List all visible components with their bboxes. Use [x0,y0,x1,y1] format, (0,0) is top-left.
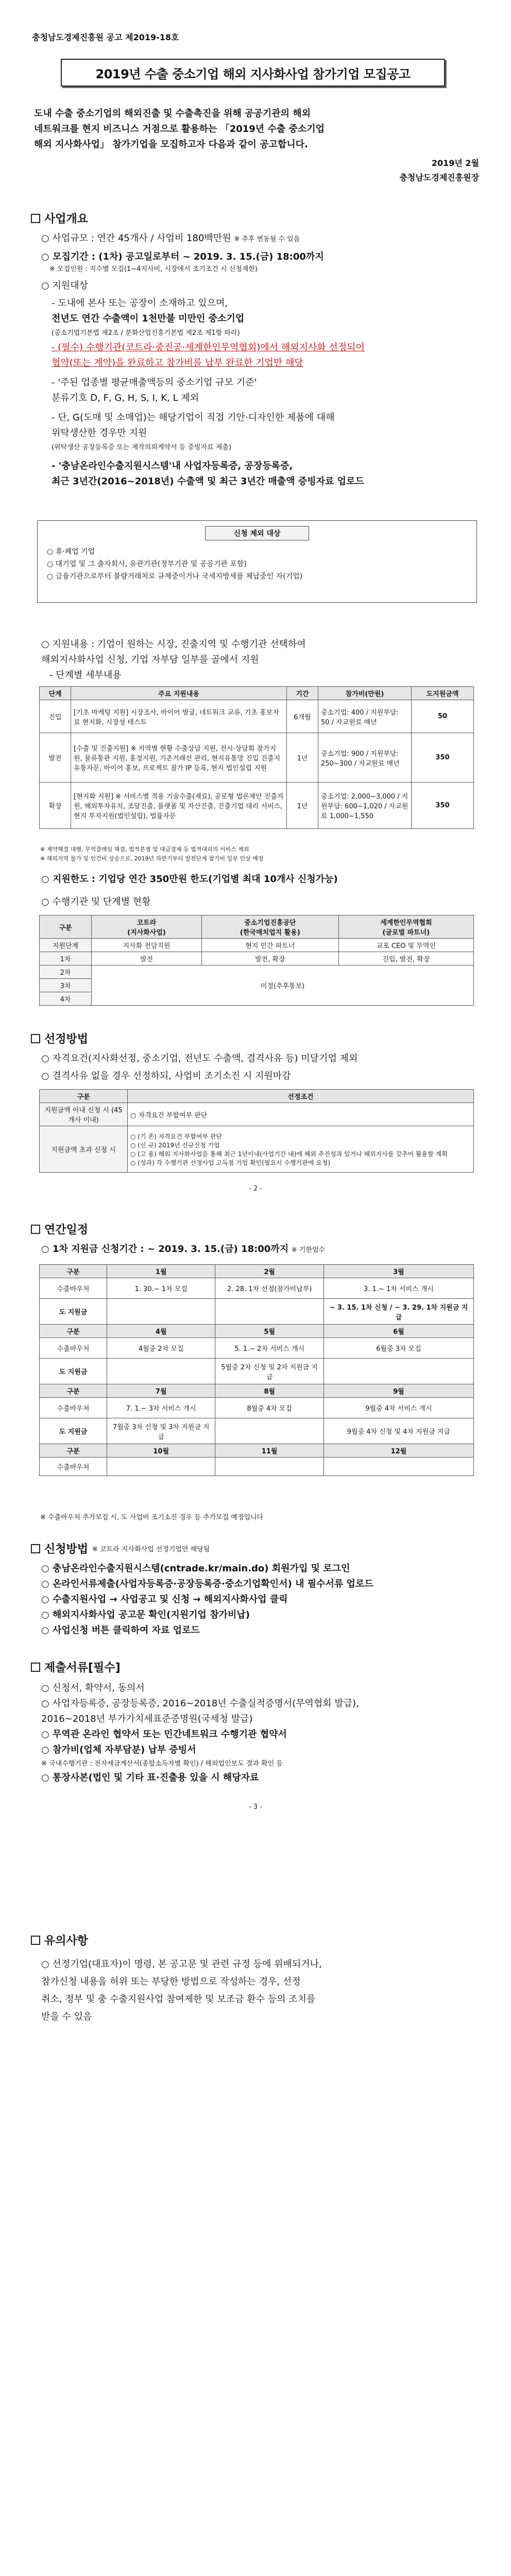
table-cell: ~ 3. 15. 1차 신청 / ~ 3. 29. 1차 지원금 지급 [323,1299,473,1325]
table-cell: [현지화 지원] ※ 서비스별 적용 기술수출(재료), 공로형 법론제안 진출지원, 해외투자유치, 조달진출, 플랫폼 및 자산진출, 진출기업 대리 서비스, 현지 투자지원(법인설립), 법률자문 [71,783,287,829]
table-cell: 구분 [40,1444,107,1458]
table-row [40,1418,474,1444]
scale-item [41,231,300,247]
table-cell [323,1458,473,1476]
notice-number: 충청남도경제진흥원 공고 제2019-18호 [32,32,179,42]
table-cell: 지원금액 이내 신청 시 (45개사 이내) [40,1103,128,1126]
stage-note: ※ 제약해결 대행, 무역클레임 해결, 법적분쟁 및 대금결제 등 법적대리의 서비스 제외 [40,846,249,853]
support-sub: - 단계별 세부내용 [49,670,122,681]
table-row [40,700,474,733]
table-cell: 5. 1.~ 2차 서비스 개시 [215,1338,323,1359]
table-header: 세계한인무역협회 (글로벌 파트너) [338,916,473,939]
section-schedule-heading [31,1221,88,1237]
table-cell: 350 [412,733,474,783]
table-row [40,1458,474,1476]
notice-line: 참가신청 내용을 허위 또는 부당한 방법으로 작성하는 경우, 선정 [41,1976,301,1987]
elig-line-required: 협약(또는 계약)을 완료하고 참가비를 납부 완료한 기업만 해당 [52,358,303,368]
title-text: 2019년 수출 중소기업 해외 지사화사업 참가기업 모집공고 [95,66,411,81]
table-header: 구분 [40,916,92,939]
table-cell: 2월 [215,1265,323,1278]
table-cell: 7월중 3차 신청 및 3차 지원금 지급 [107,1418,215,1444]
table-cell: 발전 [40,733,71,783]
table-cell: 6개월 [287,700,318,733]
table-cell: 진입, 발전, 확장 [338,952,473,965]
table-header: 중소기업진흥공단 (한국매치업지 활용) [202,916,339,939]
table-cell: 50 [412,700,474,733]
exclusion-item: ○ 대기업 및 그 출자회사, 유관기관(정부기관 및 공공기관 포함) [47,560,247,568]
document-item: 2016~2018년 부가가치세표준증명원(국세청 발급) [41,1714,253,1724]
table-cell: ○ (기 존) 자격요건 부합여부 판단 ○ (신 규) 2019년 신규신청 기업 ○ (고 용) 해외 지사화사업을 통해 최근 1년이내(사업기간 내)에 해외 추진성과 있거나 해외지사를 갖추어 활용할 계획 ○ (성과) 각 수행기관 선정사업 고득점 기업 확인(필요시 수행기관에 요청) [128,1126,474,1173]
section-overview-heading [31,210,88,226]
period-note: ※ 모집인원 : 지수별 모집(1~4지사비, 시장에서 조기조건 시 신청제한) [49,265,258,273]
table-row [40,939,474,952]
table-row [40,965,474,979]
table-row [40,1325,474,1338]
table-cell: 수출바우처 [40,1398,107,1418]
table-cell: 중소기업: 2,000~3,000 / 지원부담: 600~1,020 / 자교원료 1,000~1,550 [318,783,412,829]
document-title [61,59,445,87]
table-cell: 5월중 2차 신청 및 2차 지원금 지급 [215,1359,323,1384]
table-row [40,1126,474,1173]
exclusion-item: ○ 금융기관으로부터 불량거래처로 규제중이거나 국세지방세를 체납중인 자(기업) [47,572,303,581]
table-cell: 1월 [107,1265,215,1278]
square-bullet-icon [31,1936,40,1945]
intro-paragraph [34,106,480,152]
table-header: 선정조건 [128,1090,474,1103]
elig-line: 분류기호 D, F, G, H, S, I, K, L 제외 [52,393,199,403]
page-2 [0,1221,511,1942]
table-cell: 12월 [323,1444,473,1458]
square-bullet-icon [31,1034,40,1043]
table-cell: 4월중 2차 모집 [107,1338,215,1359]
table-row [40,1384,474,1398]
table-cell: 3월 [323,1265,473,1278]
exclusion-title: 신청 제외 대상 [205,526,309,540]
table-row [40,1299,474,1325]
table-cell: 도 지원금 [40,1418,107,1444]
table-cell: 9월중 4차 신청 및 4차 지원금 지급 [323,1418,473,1444]
table-cell: 4월 [107,1325,215,1338]
table-cell: 발전, 확장 [202,952,339,965]
table-cell-merged: 미정(추후통보) [92,965,474,1006]
page-number: - 2 - [249,1185,262,1193]
table-cell: 7월 [107,1384,215,1398]
table-row [40,1103,474,1126]
document-item: ○ 무역관 온라인 협약서 또는 민간네트워크 수행기관 협약서 [41,1729,287,1740]
schedule-item [41,1242,325,1258]
support-item [41,637,306,683]
elig-line-required: - (필수) 수행기관(코트라·중진공·세계한인무역협회)에서 해외지사화 선정되어 [52,342,365,353]
section-title: 신청방법 [44,1543,89,1556]
table-cell: 2. 28. 1차 선정(참가비납부) [215,1278,323,1299]
schedule-footnote: ※ 수출바우처 추가모집 시, 도 사업비 조기소진 경우 등 추가모집 예정입니다 [40,1514,264,1521]
table-header: 기간 [287,687,318,700]
table-cell: 8월중 4차 모집 [215,1398,323,1418]
document-item: ○ 통장사본(법인 및 기타 표·진출용 있을 시 해당자료 [41,1772,259,1783]
table-header: 구분 [40,1090,128,1103]
table-cell: 6월 [323,1325,473,1338]
schedule-table [39,1264,474,1476]
notice-paragraph [41,1956,484,2026]
table-cell: 1년 [287,733,318,783]
table-header-row [40,1090,474,1103]
table-cell: 중소기업: 900 / 지원부담: 250~300 / 자교원료 매년 [318,733,412,783]
elig-line: - '주된 업종별 평균매출액등의 중소기업 규모 기준' [52,377,257,388]
support-line: 해외지사화사업 신청, 기업 자부담 일부를 골에서 지원 [41,654,259,665]
schedule-note: ※ 기한엄수 [291,1246,326,1254]
elig-line: (위탁생산 공장등록증 또는 제작의뢰계약서 등 증빙자료 제출) [52,444,231,451]
table-row [40,733,474,783]
schedule-text: ○ 1차 지원금 신청기간 : ~ 2019. 3. 15.(금) 18:00까지 [41,1244,289,1255]
section-title: 연간일정 [44,1224,89,1236]
apply-step: ○ 온라인서류제출(사업자등록증·공장등록증·중소기업확인서) 내 필수서류 업로드 [41,1579,373,1589]
table-row [40,1265,474,1278]
table-cell: 지원금액 초과 신청 시 [40,1126,128,1173]
table-row [40,1278,474,1299]
scale-note: ※ 추후 변동될 수 있음 [234,235,300,243]
selection-table [39,1089,474,1173]
table-cell: 3. 1.~ 1차 서비스 개시 [323,1278,473,1299]
table-header-row [40,916,474,939]
table-row [40,1338,474,1359]
table-cell: 9월 [323,1384,473,1398]
table-row [40,1444,474,1458]
stage-note: ※ 해외지역 물가 및 인건비 상승으로, 2019년 하반기부터 발전단계 참가비 일부 인상 예정 [40,855,264,862]
section-note: ※ 코트라 지사화사업 선정기업만 해당됨 [92,1546,210,1553]
section-apply-heading [31,1540,210,1556]
document-item: ○ 참가비(업체 자부담분) 납부 증빙서 [41,1744,196,1755]
table-cell [107,1458,215,1476]
notice-line: 취소, 정부 및 충 수출지원사업 참여제한 및 보조금 환수 등의 조치를 [41,1994,316,2005]
table-row [40,783,474,829]
apply-step: ○ 해외지사화사업 공고문 확인(지원기업 참가비납) [41,1609,250,1620]
section-title: 유의사항 [44,1935,89,1947]
table-cell [215,1418,323,1444]
table-cell: 7. 1.~ 3차 서비스 개시 [107,1398,215,1418]
table-cell: 수출바우처 [40,1338,107,1359]
support-line: ○ 지원내용 : 기업이 원하는 시장, 진출지역 및 수행기관 선택하여 [41,639,306,650]
table-cell: 6월중 3차 모집 [323,1338,473,1359]
table-cell [107,1359,215,1384]
table-cell: 도 지원금 [40,1299,107,1325]
page-number: - 3 - [249,1803,262,1811]
notice-line: 받을 수 있음 [41,2011,92,2022]
section-selection-heading [31,1030,88,1046]
apply-step: ○ 사업신청 버튼 클릭하여 자료 업로드 [41,1625,200,1636]
elig-line: (중소기업기본법 제2조 / 분화산업진흥기본법 제2조 제1항 따라) [52,329,240,337]
table-cell: [수출 및 진출지원] ※ 지역별 현황 수출상담 지원, 전시·상담회 참가지원, 물류통관 지원, 홍정지원, 기존거래선 관리, 현지유통망 진입 진출지 유통자문, 바이어 홍보, 프로젝트 참가 IP 등록, 현지 법인설립 지원 [71,733,287,783]
selection-item: ○ 결격사유 없을 경우 선정하되, 사업비 조기소진 시 지원마감 [41,1071,291,1081]
exclusion-item: ○ 휴·폐업 기업 [47,548,95,556]
section-title: 선정방법 [44,1033,89,1046]
table-cell: 확장 [40,783,71,829]
table-cell: 수출바우처 [40,1458,107,1476]
table-cell: 4차 [40,992,92,1006]
table-cell: 지사화 전담직원 [92,939,202,952]
notice-line: ○ 선정기업(대표자)이 명령, 본 공고문 및 관련 규정 등에 위배되거나, [41,1959,322,1970]
table-cell: 중소기업: 400 / 지원부담: 50 / 자교원료 매년 [318,700,412,733]
documents-list [41,1681,484,1786]
table-row [40,1359,474,1384]
section-documents-heading [31,1659,121,1675]
table-header: 주요 지원내용 [71,687,287,700]
document-item: ○ 사업자등록증, 공장등록증, 2016~2018년 수출실적증명서(무역협회 발급), [41,1698,359,1709]
table-cell: 1차 [40,952,92,965]
eligibility-list [52,296,474,489]
table-header: 코트라 (지사화사업) [92,916,202,939]
table-cell: 11월 [215,1444,323,1458]
table-row [40,952,474,965]
scale-text: ○ 사업규모 : 연간 45개사 / 사업비 180백만원 [41,233,231,244]
page-3 [0,1911,511,2576]
table-cell: 진입 [40,700,71,733]
table-cell: 지원단계 [40,939,92,952]
table-cell: 3차 [40,979,92,992]
intro-line: 네트워크를 현지 비즈니스 거점으로 활용하는 「2019년 수출 중소기업 [34,124,325,134]
section-notice-heading [31,1932,88,1948]
table-cell: 교포 CEO 및 무역인 [338,939,473,952]
table-cell: 구분 [40,1384,107,1398]
apply-step: ○ 충남온라인수출지원시스템(cntrade.kr/main.do) 회원가입 및 로그인 [41,1563,350,1574]
stage-notes [40,845,263,863]
table-cell: 9월중 4차 서비스 개시 [323,1398,473,1418]
table-header-row [40,687,474,700]
apply-step: ○ 수출지원사업 → 사업공고 및 신청 → 해외지사화사업 클릭 [41,1594,288,1605]
table-cell: 1. 30.~ 1차 모집 [107,1278,215,1299]
document-item: ※ 국내수행기관 : 전자세금계산서(종합소득자별 확인) / 해외업인보도 결과 확인 등 [41,1760,283,1768]
apply-list [41,1561,484,1638]
square-bullet-icon [31,214,40,223]
table-row [40,1398,474,1418]
table-cell: ○ 자격요건 부합여부 판단 [128,1103,474,1126]
table-header: 단계 [40,687,71,700]
intro-line: 해외 지사화사업」 참가기업을 모집하고자 다음과 같이 공고합니다. [34,139,308,150]
selection-item: ○ 자격요건(지사화선정, 중소기업, 전년도 수출액, 결격사유 등) 미달기업 제외 [41,1053,358,1064]
stage-table [39,686,474,829]
table-cell: 구분 [40,1325,107,1338]
table-cell: 발전 [92,952,202,965]
table-cell [215,1299,323,1325]
table-cell: 10월 [107,1444,215,1458]
table-header: 참가비(만원) [318,687,412,700]
section-title: 사업개요 [44,213,89,226]
notice-date: 2019년 2월 [431,158,479,168]
table-cell [107,1299,215,1325]
table-cell [215,1458,323,1476]
org-heading: ○ 수행기관 및 단계별 현황 [41,896,151,907]
table-cell: 현지 민간 파트너 [202,939,339,952]
elig-line: - '충남온라인수출지원시스템'내 사업자등록증, 공장등록증, [52,461,293,471]
elig-line: 위탁생산한 경우만 지원 [52,428,147,438]
section-title: 제출서류[필수] [44,1662,121,1674]
elig-line: - 도내에 본사 또는 공장이 소재하고 있으며, [52,298,228,309]
square-bullet-icon [31,1544,40,1553]
table-cell: 5월 [215,1325,323,1338]
exclusion-box [37,520,477,603]
table-cell: 구분 [40,1265,107,1278]
table-cell: 2차 [40,965,92,979]
table-cell [323,1359,473,1384]
page-1 [0,0,511,1200]
table-cell: 350 [412,783,474,829]
table-cell: [기초 마케팅 지원] 시장조사, 바이어 발굴, 네트워크 교류, 기초 홍보자료 현지화, 시장성 테스트 [71,700,287,733]
table-header: 도지원금액 [412,687,474,700]
square-bullet-icon [31,1663,40,1672]
org-table [39,915,474,1006]
eligibility-heading: ○ 지원대상 [41,280,88,291]
table-cell: 수출바우처 [40,1278,107,1299]
issuer-name: 충청남도경제진흥원장 [399,173,479,182]
elig-line: 전년도 연간 수출액이 1천만불 미만인 중소기업 [52,313,245,324]
intro-line: 도내 수출 중소기업의 해외진출 및 수출촉진을 위해 공공기관의 해외 [34,108,311,119]
table-cell: 도 지원금 [40,1359,107,1384]
max-support: ○ 지원한도 : 기업당 연간 350만원 한도(기업별 최대 10개사 신청가능) [41,874,338,885]
table-cell: 1년 [287,783,318,829]
document-item: ○ 신청서, 확약서, 동의서 [41,1683,145,1693]
table-cell: 8월 [215,1384,323,1398]
period-item: ○ 모집기간 : (1차) 공고일로부터 ~ 2019. 3. 15.(금) 18:00까지 [41,251,324,262]
square-bullet-icon [31,1225,40,1234]
elig-line: 최근 3년간(2016~2018년) 수출액 및 최근 3년간 매출액 증빙자료 업로드 [52,476,364,487]
elig-line: - 단, G(도매 및 소매업)는 해당기업이 직접 기안·디자인한 제품에 대해 [52,412,335,423]
